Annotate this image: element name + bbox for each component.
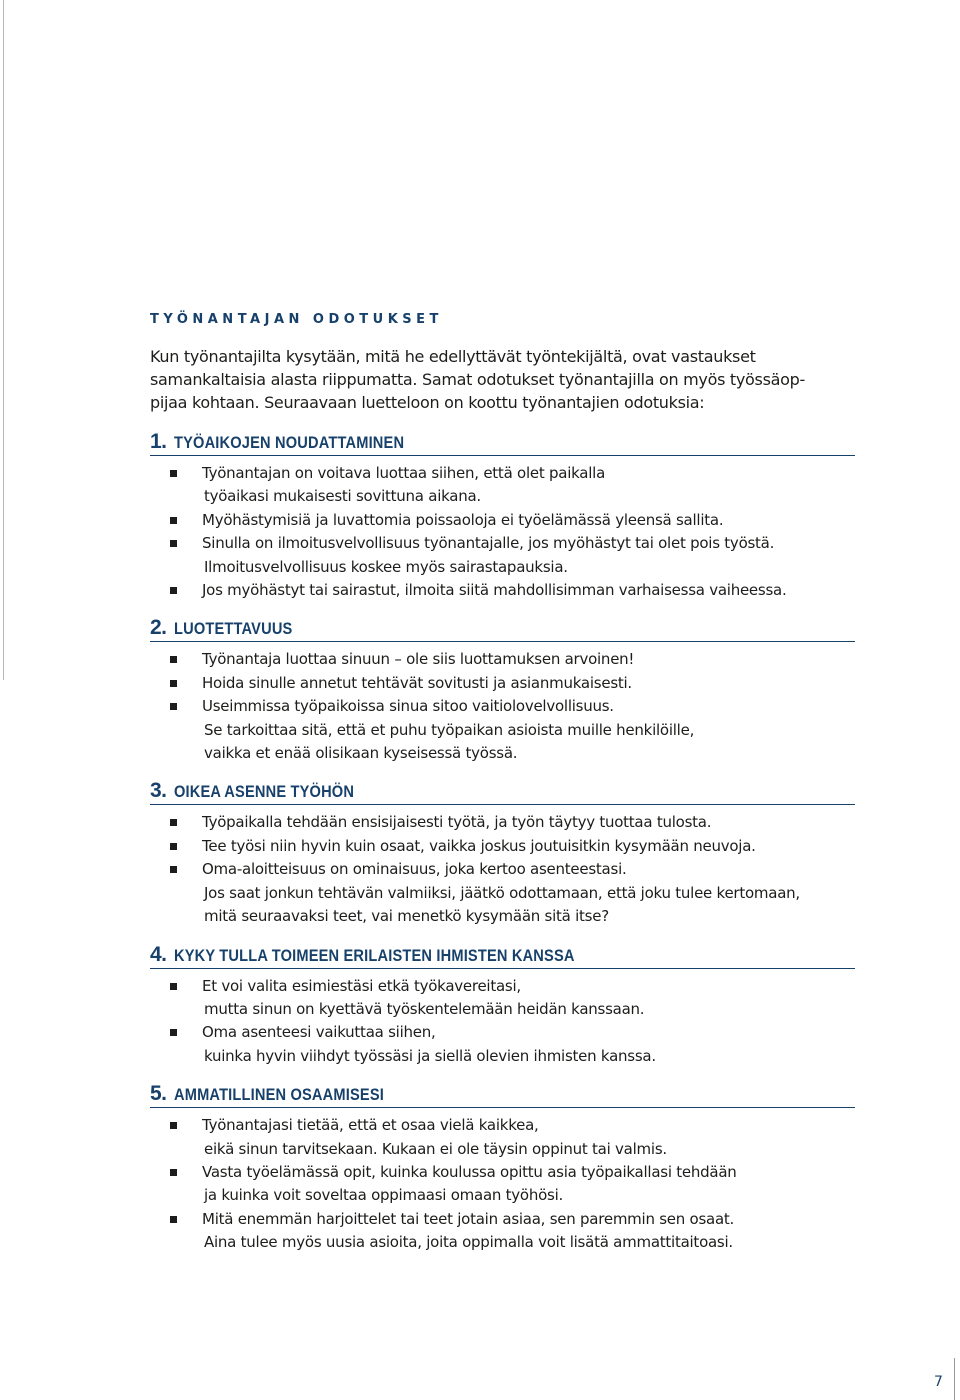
section-header <box>150 430 855 456</box>
bullet-text-line: Et voi valita esimiestäsi etkä työkavereitasi, <box>202 976 521 995</box>
page-number-rule <box>954 1358 955 1400</box>
section-header <box>150 943 855 969</box>
page-number: 7 <box>934 1374 943 1390</box>
bullet-text-line: Aina tulee myös uusia asioita, joita oppimalla voit lisätä ammattitaitoasi. <box>204 1233 733 1252</box>
bullet-text-line: Tee työsi niin hyvin kuin osaat, vaikka joskus joutuisitkin kysymään neuvoja. <box>202 836 756 855</box>
section-title: TYÖAIKOJEN NOUDATTAMINEN <box>174 433 405 452</box>
bullet-item <box>150 858 855 928</box>
bullet-item <box>150 975 855 1022</box>
bullet-text-line: Työpaikalla tehdään ensisijaisesti työtä, ja työn täytyy tuottaa tulosta. <box>202 813 712 832</box>
bullet-text-line: mitä seuraavaksi teet, vai menetkö kysymään sitä itse? <box>204 907 609 926</box>
bullet-text-line: Sinulla on ilmoitusvelvollisuus työnantajalle, jos myöhästyt tai olet pois työstä. <box>202 534 775 553</box>
bullet-text-line: Useimmissa työpaikoissa sinua sitoo vaitiolovelvollisuus. <box>202 697 614 716</box>
bullet-text-line: Työnantajasi tietää, että et osaa vielä kaikkea, <box>202 1116 539 1135</box>
section-number: 1. <box>150 430 167 453</box>
bullet-text-line: työaikasi mukaisesti sovittuna aikana. <box>204 487 481 506</box>
section <box>150 616 855 765</box>
bullet-item <box>150 648 855 671</box>
bullet-item <box>150 579 855 602</box>
bullet-item <box>150 462 855 509</box>
section-number: 5. <box>150 1082 167 1106</box>
bullet-item <box>150 1114 855 1161</box>
bullet-text-line: Mitä enemmän harjoittelet tai teet jotain asiaa, sen paremmin sen osaat. <box>202 1209 735 1228</box>
section <box>150 779 855 928</box>
bullet-text-line: kuinka hyvin viihdyt työssäsi ja siellä olevien ihmisten kanssa. <box>204 1046 656 1065</box>
section <box>150 1082 855 1254</box>
section-header <box>150 779 855 805</box>
bullet-text-line: Vasta työelämässä opit, kuinka koulussa opittu asia työpaikallasi tehdään <box>202 1162 737 1181</box>
margin-rule <box>3 0 4 680</box>
bullet-text-line: vaikka et enää olisikaan kyseisessä työssä. <box>204 744 518 763</box>
bullet-text-line: Ilmoitusvelvollisuus koskee myös sairastapauksia. <box>204 557 568 576</box>
bullet-text-line: Se tarkoittaa sitä, että et puhu työpaikan asioista muille henkilöille, <box>204 720 695 739</box>
intro-line: Kun työnantajilta kysytään, mitä he edellyttävät työntekijältä, ovat vastaukset <box>150 347 756 366</box>
bullet-item <box>150 1021 855 1068</box>
bullet-text-line: Oma asenteesi vaikuttaa siihen, <box>202 1023 436 1042</box>
intro-line: pijaa kohtaan. Seuraavaan luetteloon on koottu työnantajien odotuksia: <box>150 393 705 412</box>
bullet-text-line: eikä sinun tarvitsekaan. Kukaan ei ole täysin oppinut tai valmis. <box>204 1139 667 1158</box>
section-title: KYKY TULLA TOIMEEN ERILAISTEN IHMISTEN KANSSA <box>174 945 575 965</box>
bullet-text-line: Myöhästymisiä ja luvattomia poissaoloja ei työelämässä yleensä sallita. <box>202 510 724 529</box>
section-number: 4. <box>150 942 167 966</box>
bullet-item <box>150 695 855 765</box>
page-content <box>150 312 855 1269</box>
bullet-list <box>150 648 855 765</box>
bullet-list <box>150 811 855 928</box>
sections-list <box>150 430 855 1255</box>
bullet-item <box>150 672 855 695</box>
bullet-text-line: Työnantaja luottaa sinuun – ole siis luottamuksen arvoinen! <box>202 650 635 669</box>
bullet-text-line: ja kuinka voit soveltaa oppimaasi omaan työhösi. <box>204 1186 564 1205</box>
section-title: OIKEA ASENNE TYÖHÖN <box>174 782 355 802</box>
intro-line: samankaltaisia alasta riippumatta. Samat odotukset työnantajilla on myös työssäop- <box>150 370 805 389</box>
bullet-item <box>150 509 855 532</box>
section <box>150 430 855 602</box>
section-header <box>150 1082 855 1108</box>
bullet-item <box>150 1161 855 1208</box>
bullet-list <box>150 975 855 1069</box>
bullet-list <box>150 462 855 602</box>
bullet-text-line: mutta sinun on kyettävä työskentelemään heidän kanssaan. <box>204 999 645 1018</box>
bullet-text-line: Työnantajan on voitava luottaa siihen, että olet paikalla <box>202 464 606 482</box>
page-heading: TYÖNANTAJAN ODOTUKSET <box>150 312 443 327</box>
bullet-item <box>150 1208 855 1255</box>
section-title: LUOTETTAVUUS <box>174 619 293 639</box>
intro-paragraph <box>150 345 855 414</box>
bullet-item <box>150 835 855 858</box>
section-header <box>150 616 855 642</box>
bullet-text-line: Jos saat jonkun tehtävän valmiiksi, jäätkö odottamaan, että joku tulee kertomaan, <box>204 883 800 902</box>
section-title: AMMATILLINEN OSAAMISESI <box>174 1085 384 1105</box>
section-number: 2. <box>150 616 167 640</box>
bullet-text-line: Jos myöhästyt tai sairastut, ilmoita siitä mahdollisimman varhaisessa vaiheessa. <box>202 581 787 600</box>
bullet-list <box>150 1114 855 1254</box>
bullet-item <box>150 811 855 834</box>
section-number: 3. <box>150 779 167 803</box>
bullet-text-line: Oma-aloitteisuus on ominaisuus, joka kertoo asenteestasi. <box>202 860 627 879</box>
section <box>150 943 855 1069</box>
bullet-text-line: Hoida sinulle annetut tehtävät sovitusti ja asianmukaisesti. <box>202 673 632 692</box>
bullet-item <box>150 532 855 579</box>
